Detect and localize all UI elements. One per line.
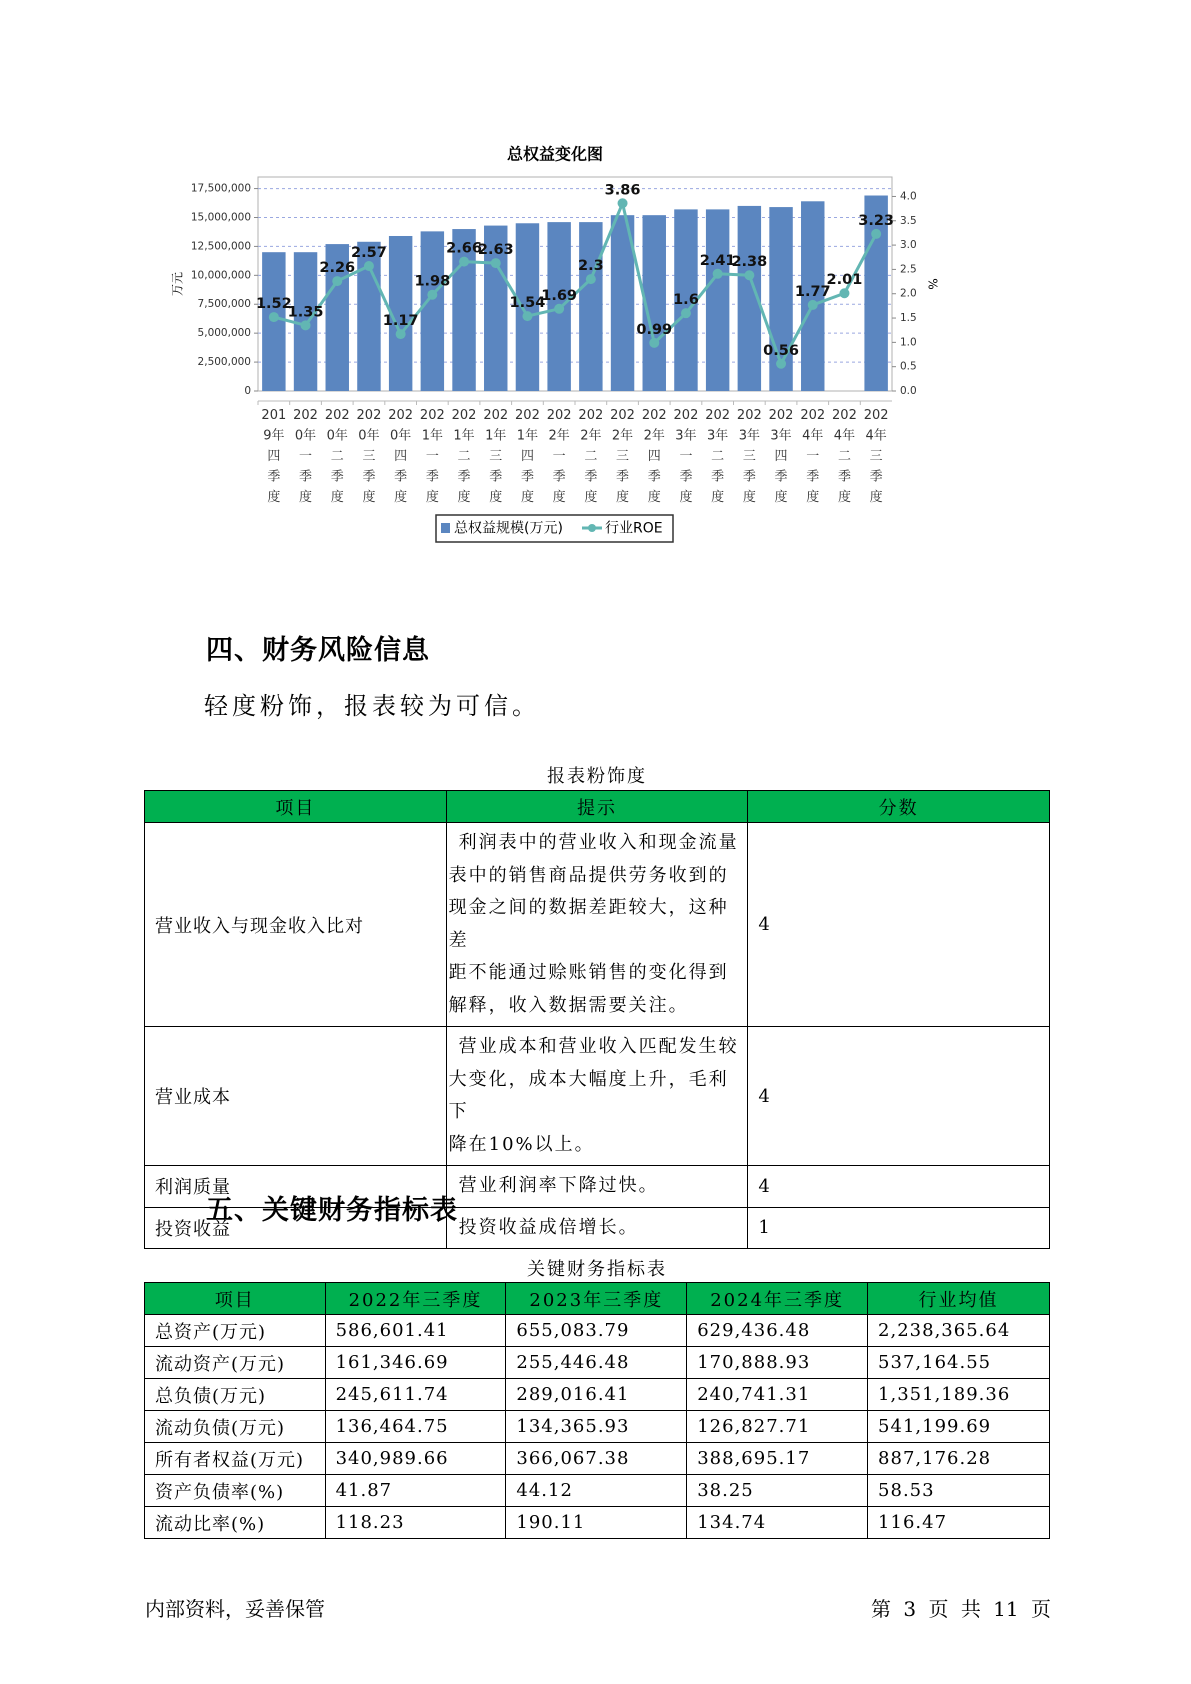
x-tick-label: 二 [457, 449, 471, 464]
kpi-header-2023q3: 2023年三季度 [506, 1283, 687, 1315]
y-axis-title-left: 万元 [170, 271, 185, 297]
x-tick-label: 季 [806, 469, 820, 485]
roe-data-label: 2.3 [578, 258, 604, 275]
y-tick-label-left: 7,500,000 [197, 298, 251, 311]
kpi-table-row [145, 1347, 1050, 1379]
x-tick-label: 度 [520, 490, 534, 505]
section4-summary: 轻度粉饰，报表较为可信。 [204, 692, 540, 720]
x-tick-label: 二 [330, 449, 344, 464]
x-tick-label: 2年 [580, 428, 602, 444]
kpi-item-cell: 总负债(万元) [145, 1379, 326, 1411]
x-tick-label: 202 [610, 408, 635, 423]
x-tick-label: 季 [520, 469, 534, 485]
kpi-table-caption: 关键财务指标表 [527, 1259, 667, 1280]
kpi-2023q3-cell: 366,067.38 [506, 1443, 687, 1475]
risk-hint-line: 降在10%以上。 [448, 1133, 595, 1155]
risk-table-row [145, 1027, 1050, 1166]
kpi-header-2024q3: 2024年三季度 [687, 1283, 868, 1315]
x-tick-label: 202 [293, 408, 318, 423]
x-tick-label: 202 [768, 408, 794, 423]
risk-hint-line: 投资收益成倍增长。 [458, 1216, 639, 1238]
x-tick-label: 202 [356, 408, 382, 423]
y-axis-title-right: % [925, 278, 940, 290]
y-tick-label-right: 3.0 [900, 239, 917, 252]
kpi-industry-avg-cell: 1,351,189.36 [868, 1379, 1050, 1411]
legend-line-marker [588, 524, 596, 532]
roe-point [554, 304, 564, 314]
x-tick-label: 度 [774, 490, 788, 505]
x-tick-label: 三 [616, 449, 630, 464]
x-tick-label: 202 [388, 408, 414, 423]
risk-table [144, 790, 1050, 1249]
x-tick-label: 度 [837, 490, 851, 505]
kpi-item-cell: 流动资产(万元) [145, 1347, 326, 1379]
legend-bar-label: 总权益规模(万元) [454, 520, 563, 537]
y-tick-label-left: 2,500,000 [197, 356, 251, 369]
roe-point [269, 312, 279, 322]
y-tick-label-right: 2.5 [900, 263, 917, 276]
x-tick-label: 四 [520, 449, 534, 464]
roe-data-label: 3.86 [604, 182, 641, 199]
x-tick-label: 二 [837, 449, 851, 464]
chart-title: 总权益变化图 [506, 144, 604, 164]
roe-data-label: 1.54 [509, 295, 546, 312]
risk-hint-cell [446, 1207, 748, 1249]
kpi-2023q3-cell: 255,446.48 [506, 1347, 687, 1379]
x-tick-label: 202 [546, 408, 572, 423]
x-tick-label: 202 [515, 408, 540, 423]
roe-point [808, 300, 818, 310]
x-tick-label: 度 [647, 490, 661, 505]
equity-bar [579, 222, 602, 391]
y-tick-label-right: 1.5 [900, 312, 917, 325]
x-tick-label: 度 [362, 490, 376, 505]
risk-item-cell: 利润质量 [145, 1166, 447, 1208]
x-tick-label: 度 [330, 490, 344, 505]
y-tick-label-right: 4.0 [900, 190, 917, 203]
x-tick-label: 202 [451, 408, 477, 423]
roe-point [681, 308, 691, 318]
x-tick-label: 2年 [611, 428, 634, 444]
x-tick-label: 季 [774, 469, 788, 485]
x-tick-label: 202 [736, 408, 762, 423]
kpi-2022q3-cell: 340,989.66 [325, 1443, 506, 1475]
x-tick-label: 季 [837, 469, 851, 485]
x-tick-label: 季 [394, 469, 408, 485]
kpi-header-industry-avg: 行业均值 [868, 1283, 1050, 1315]
roe-data-label: 3.23 [858, 212, 895, 229]
risk-hint-cell [446, 1166, 748, 1208]
x-tick-label: 度 [394, 490, 408, 505]
risk-hint-cell [446, 1027, 748, 1166]
risk-table-row [145, 823, 1050, 1027]
roe-data-label: 2.26 [319, 260, 356, 277]
risk-hint-cell [446, 823, 748, 1027]
x-tick-label: 3年 [675, 428, 697, 444]
x-tick-label: 0年 [294, 428, 317, 444]
roe-data-label: 2.41 [699, 252, 736, 269]
kpi-table-row [145, 1507, 1050, 1539]
roe-data-label: 2.38 [731, 254, 768, 271]
x-tick-label: 季 [457, 469, 471, 485]
x-tick-label: 季 [742, 469, 756, 485]
x-tick-label: 二 [584, 449, 598, 464]
x-tick-label: 3年 [738, 428, 760, 444]
risk-hint-line: 营业利润率下降过快。 [458, 1175, 659, 1196]
legend-line-label: 行业ROE [605, 520, 663, 537]
risk-score-cell: 4 [748, 1166, 1050, 1208]
risk-score-cell: 4 [748, 1027, 1050, 1166]
x-tick-label: 季 [425, 469, 439, 485]
kpi-table-row [145, 1411, 1050, 1443]
roe-point [649, 338, 659, 348]
y-tick-label-left: 12,500,000 [190, 240, 251, 253]
risk-header-score: 分数 [748, 791, 1050, 823]
y-tick-label-left: 5,000,000 [197, 327, 251, 340]
roe-point [364, 261, 374, 271]
kpi-item-cell: 资产负债率(%) [145, 1475, 326, 1507]
x-tick-label: 三 [362, 449, 376, 464]
kpi-2022q3-cell: 41.87 [325, 1475, 506, 1507]
kpi-2023q3-cell: 134,365.93 [506, 1411, 687, 1443]
equity-chart [170, 140, 1030, 600]
x-tick-label: 季 [869, 469, 883, 485]
x-tick-label: 三 [489, 449, 503, 464]
roe-point [839, 288, 849, 298]
kpi-2024q3-cell: 629,436.48 [687, 1315, 868, 1347]
x-tick-label: 4年 [833, 428, 856, 444]
kpi-table [144, 1282, 1050, 1539]
kpi-2024q3-cell: 240,741.31 [687, 1379, 868, 1411]
section4-heading: 四、财务风险信息 [206, 635, 430, 666]
x-tick-label: 202 [800, 408, 826, 423]
x-tick-label: 一 [679, 449, 693, 464]
x-tick-label: 季 [362, 469, 376, 485]
roe-point [396, 329, 406, 339]
x-tick-label: 3年 [770, 428, 792, 444]
x-tick-label: 2年 [548, 428, 570, 444]
x-tick-label: 1年 [421, 428, 443, 444]
x-tick-label: 1年 [453, 428, 475, 444]
x-tick-label: 9年 [263, 428, 285, 444]
x-tick-label: 季 [616, 469, 630, 485]
x-tick-label: 四 [647, 449, 661, 464]
x-tick-label: 1年 [485, 428, 507, 444]
x-tick-label: 202 [832, 408, 857, 423]
x-tick-label: 度 [552, 490, 566, 505]
x-tick-label: 202 [419, 408, 445, 423]
kpi-2022q3-cell: 118.23 [325, 1507, 506, 1539]
kpi-2022q3-cell: 245,611.74 [325, 1379, 506, 1411]
x-tick-label: 二 [711, 449, 725, 464]
x-tick-label: 一 [425, 449, 439, 464]
roe-data-label: 2.63 [477, 242, 514, 259]
risk-item-cell: 营业成本 [145, 1027, 447, 1166]
x-tick-label: 201 [261, 408, 287, 423]
x-tick-label: 季 [330, 469, 344, 485]
x-tick-label: 三 [869, 449, 883, 464]
x-tick-label: 4年 [802, 428, 824, 444]
risk-hint-line: 现金之间的数据差距较大，这种差 [448, 897, 729, 951]
equity-bar [706, 209, 729, 391]
x-tick-label: 一 [806, 449, 820, 464]
x-tick-label: 202 [641, 408, 667, 423]
roe-point [871, 229, 881, 239]
x-tick-label: 度 [869, 490, 883, 505]
risk-hint-line: 解释，收入数据需要关注。 [448, 994, 689, 1016]
kpi-2024q3-cell: 388,695.17 [687, 1443, 868, 1475]
kpi-industry-avg-cell: 116.47 [868, 1507, 1050, 1539]
equity-chart-svg [170, 140, 1030, 600]
x-tick-label: 202 [324, 408, 350, 423]
x-tick-label: 1年 [516, 428, 539, 444]
risk-hint-line: 利润表中的营业收入和现金流量 [458, 832, 739, 853]
x-tick-label: 4年 [865, 428, 887, 444]
roe-point [776, 359, 786, 369]
x-tick-label: 0年 [326, 428, 348, 444]
x-tick-label: 度 [616, 490, 630, 505]
kpi-2023q3-cell: 190.11 [506, 1507, 687, 1539]
y-tick-label-left: 17,500,000 [190, 182, 251, 195]
risk-hint-line: 大变化，成本大幅度上升，毛利下 [448, 1068, 729, 1122]
roe-data-label: 1.98 [414, 273, 451, 290]
risk-hint-line: 营业成本和营业收入匹配发生较 [458, 1036, 739, 1057]
kpi-industry-avg-cell: 537,164.55 [868, 1347, 1050, 1379]
x-tick-label: 202 [673, 408, 699, 423]
risk-table-caption: 报表粉饰度 [547, 766, 647, 787]
risk-header-item: 项目 [145, 791, 447, 823]
x-tick-label: 季 [711, 469, 725, 485]
x-tick-label: 季 [489, 469, 503, 485]
kpi-item-cell: 总资产(万元) [145, 1315, 326, 1347]
x-tick-label: 度 [584, 490, 598, 505]
kpi-table-row [145, 1443, 1050, 1475]
x-tick-label: 季 [267, 469, 281, 485]
x-tick-label: 季 [647, 469, 661, 485]
x-tick-label: 三 [742, 449, 756, 464]
footer-page-number: 第 3 页 共 11 页 [871, 1597, 1051, 1621]
kpi-2022q3-cell: 161,346.69 [325, 1347, 506, 1379]
kpi-2023q3-cell: 44.12 [506, 1475, 687, 1507]
roe-data-label: 1.35 [287, 304, 324, 321]
x-tick-label: 四 [394, 449, 408, 464]
roe-point [586, 274, 596, 284]
risk-item-cell: 营业收入与现金收入比对 [145, 823, 447, 1027]
risk-score-cell: 1 [748, 1207, 1050, 1249]
x-tick-label: 四 [774, 449, 788, 464]
kpi-2024q3-cell: 170,888.93 [687, 1347, 868, 1379]
roe-data-label: 1.52 [255, 296, 292, 313]
y-tick-label-left: 10,000,000 [190, 269, 251, 282]
section5-heading: 五、关键财务指标表 [206, 1195, 458, 1226]
y-tick-label-right: 0.5 [900, 360, 917, 373]
x-tick-label: 四 [267, 449, 281, 464]
kpi-item-cell: 流动比率(%) [145, 1507, 326, 1539]
roe-data-label: 0.56 [763, 342, 799, 359]
roe-data-label: 2.57 [351, 245, 387, 262]
kpi-item-cell: 所有者权益(万元) [145, 1443, 326, 1475]
roe-point [427, 290, 437, 300]
x-tick-label: 度 [489, 490, 503, 505]
x-tick-label: 0年 [390, 428, 412, 444]
x-tick-label: 季 [679, 469, 693, 485]
x-tick-label: 0年 [358, 428, 380, 444]
roe-point [618, 198, 628, 208]
x-tick-label: 度 [425, 490, 439, 505]
x-tick-label: 202 [483, 408, 509, 423]
x-tick-label: 度 [457, 490, 471, 505]
y-tick-label-right: 0.0 [900, 385, 917, 397]
roe-data-label: 0.99 [636, 321, 673, 338]
x-tick-label: 202 [863, 408, 889, 423]
roe-data-label: 1.69 [541, 287, 578, 304]
kpi-2024q3-cell: 38.25 [687, 1475, 868, 1507]
kpi-header-2022q3: 2022年三季度 [325, 1283, 506, 1315]
roe-point [491, 258, 501, 268]
kpi-industry-avg-cell: 2,238,365.64 [868, 1315, 1050, 1347]
equity-bar [421, 231, 444, 391]
y-tick-label-left: 15,000,000 [190, 211, 251, 224]
roe-point [744, 270, 754, 280]
kpi-2024q3-cell: 126,827.71 [687, 1411, 868, 1443]
kpi-industry-avg-cell: 541,199.69 [868, 1411, 1050, 1443]
kpi-header-item: 项目 [145, 1283, 326, 1315]
x-tick-label: 度 [267, 490, 281, 505]
x-tick-label: 度 [679, 490, 693, 505]
kpi-2024q3-cell: 134.74 [687, 1507, 868, 1539]
legend-bar-swatch [441, 523, 450, 533]
risk-header-hint: 提示 [446, 791, 748, 823]
roe-point [713, 269, 723, 279]
x-tick-label: 度 [711, 490, 725, 505]
roe-point [459, 257, 469, 267]
risk-table-header [145, 791, 1050, 823]
y-tick-label-right: 3.5 [900, 214, 917, 227]
kpi-2022q3-cell: 586,601.41 [325, 1315, 506, 1347]
kpi-table-row [145, 1315, 1050, 1347]
kpi-industry-avg-cell: 887,176.28 [868, 1443, 1050, 1475]
kpi-2022q3-cell: 136,464.75 [325, 1411, 506, 1443]
x-tick-label: 3年 [707, 428, 729, 444]
kpi-item-cell: 流动负债(万元) [145, 1411, 326, 1443]
roe-data-label: 2.66 [446, 240, 482, 257]
x-tick-label: 度 [299, 490, 313, 505]
roe-data-label: 1.17 [382, 313, 419, 330]
y-tick-label-left: 0 [244, 385, 251, 397]
kpi-2023q3-cell: 289,016.41 [506, 1379, 687, 1411]
risk-score-cell: 4 [748, 823, 1050, 1027]
x-tick-label: 一 [299, 449, 313, 464]
roe-data-label: 2.01 [826, 272, 863, 289]
x-tick-label: 202 [705, 408, 731, 423]
x-tick-label: 度 [806, 490, 820, 505]
kpi-table-header [145, 1283, 1050, 1315]
risk-hint-line: 距不能通过赊账销售的变化得到 [448, 962, 729, 983]
roe-data-label: 1.77 [794, 283, 831, 300]
x-tick-label: 2年 [643, 428, 665, 444]
x-tick-label: 一 [552, 449, 566, 464]
x-tick-label: 季 [584, 469, 598, 485]
risk-item-cell: 投资收益 [145, 1207, 447, 1249]
roe-point [301, 320, 311, 330]
roe-point [332, 276, 342, 286]
kpi-table-row [145, 1475, 1050, 1507]
kpi-2023q3-cell: 655,083.79 [506, 1315, 687, 1347]
risk-hint-line: 表中的销售商品提供劳务收到的 [448, 864, 729, 886]
x-tick-label: 202 [578, 408, 604, 423]
roe-point [522, 311, 532, 321]
y-tick-label-right: 2.0 [900, 287, 917, 300]
x-tick-label: 季 [552, 469, 566, 485]
kpi-industry-avg-cell: 58.53 [868, 1475, 1050, 1507]
y-tick-label-right: 1.0 [900, 336, 917, 349]
x-tick-label: 季 [299, 469, 313, 485]
x-tick-label: 度 [742, 490, 756, 505]
kpi-table-row [145, 1379, 1050, 1411]
footer-confidential-note: 内部资料，妥善保管 [145, 1597, 325, 1621]
roe-data-label: 1.6 [673, 292, 699, 309]
